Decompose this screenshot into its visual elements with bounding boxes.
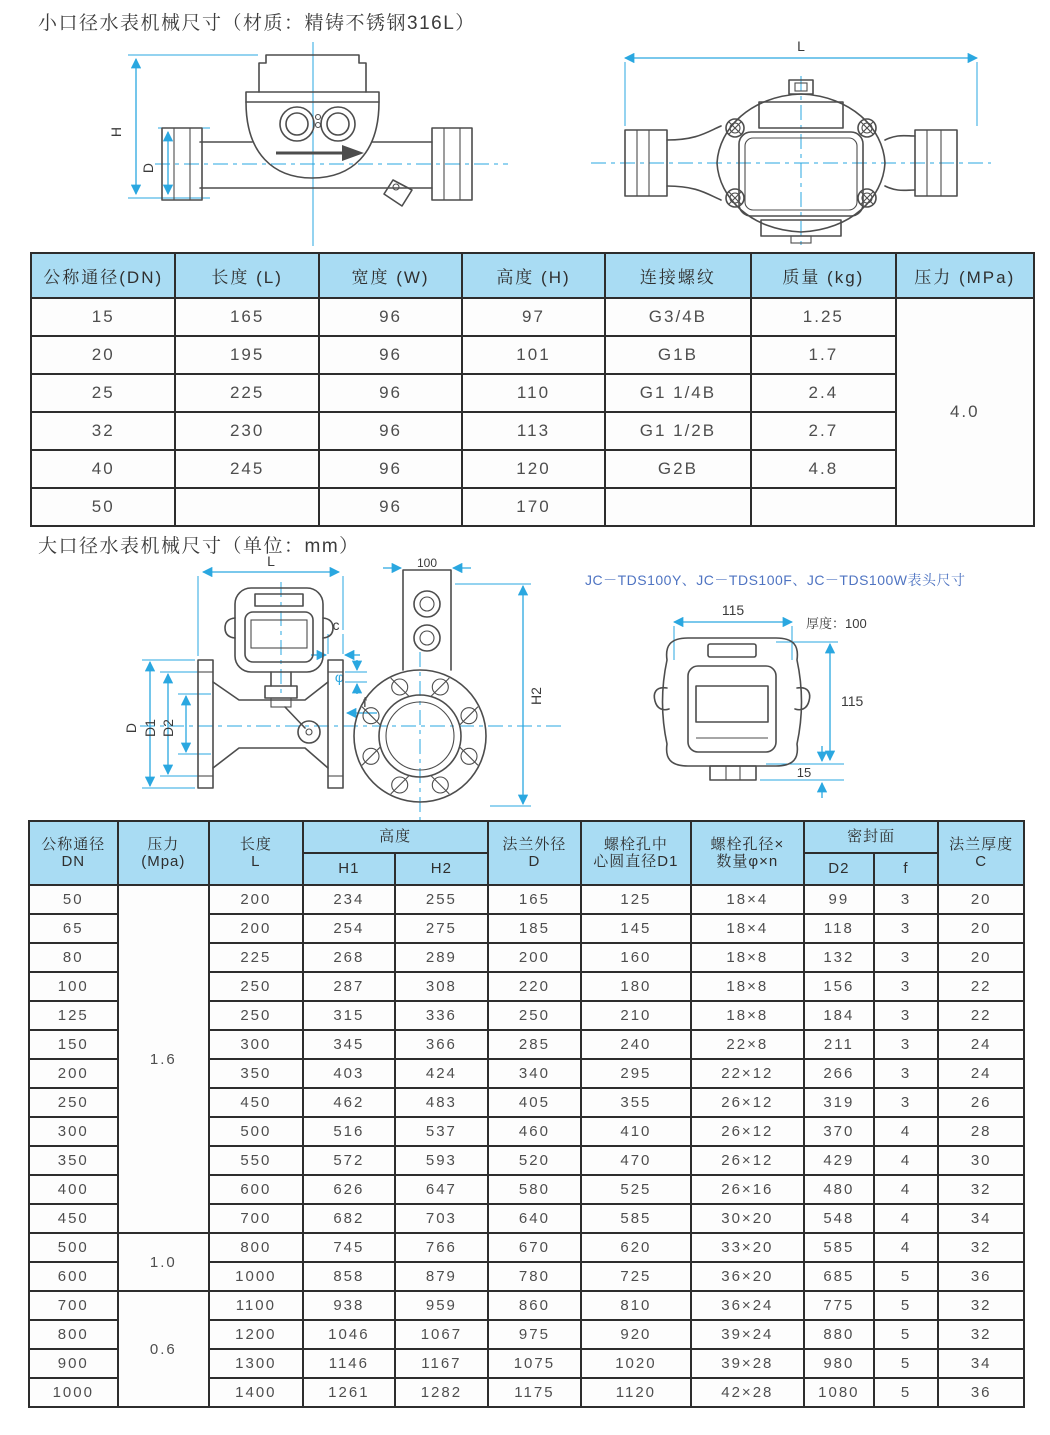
table-cell: 150 xyxy=(29,1030,118,1059)
table-cell: 20 xyxy=(938,885,1024,914)
table-cell: 670 xyxy=(488,1233,582,1262)
table-cell: 626 xyxy=(303,1175,396,1204)
table-cell: 211 xyxy=(804,1030,874,1059)
table-row xyxy=(31,450,1034,488)
table-cell: 50 xyxy=(31,488,175,526)
table-cell: 15 xyxy=(31,298,175,336)
table-cell: 4.8 xyxy=(751,450,895,488)
large-meter-dimensions-table xyxy=(28,820,1025,1408)
table-cell: 1200 xyxy=(209,1320,303,1349)
table-cell: 250 xyxy=(209,1001,303,1030)
table-cell: 225 xyxy=(209,943,303,972)
dim-label-head-height: 115 xyxy=(841,693,864,709)
col-header-dn: 公称通径 DN xyxy=(29,821,118,885)
dim-label-head-width: 115 xyxy=(721,602,745,618)
table-cell: 450 xyxy=(209,1088,303,1117)
table-cell: 165 xyxy=(175,298,318,336)
large-meter-side-drawing xyxy=(115,556,573,824)
table-cell: 308 xyxy=(395,972,488,1001)
table-cell: 32 xyxy=(938,1233,1024,1262)
table-cell: 585 xyxy=(804,1233,874,1262)
table-row xyxy=(31,298,1034,336)
table-row xyxy=(31,336,1034,374)
col-header-length: 长度 L xyxy=(209,821,303,885)
small-table-body xyxy=(31,298,1034,526)
table-cell: 96 xyxy=(319,336,462,374)
table-cell: 50 xyxy=(29,885,118,914)
dim-label-head-thickness: 厚度：100 xyxy=(806,616,867,631)
table-cell: 682 xyxy=(303,1204,396,1233)
table-cell: 938 xyxy=(303,1291,396,1320)
table-cell: 319 xyxy=(804,1088,874,1117)
dim-label-d: D xyxy=(123,722,139,734)
table-cell: 96 xyxy=(319,412,462,450)
table-cell: 39×24 xyxy=(691,1320,804,1349)
table-cell: 200 xyxy=(29,1059,118,1088)
dim-label-l: L xyxy=(797,38,805,54)
table-cell: 65 xyxy=(29,914,118,943)
table-cell: 585 xyxy=(581,1204,690,1233)
small-meter-side-drawing xyxy=(100,40,555,248)
table-cell: 34 xyxy=(938,1204,1024,1233)
col-header-length: 长度 (L) xyxy=(175,253,318,298)
table-cell: 1100 xyxy=(209,1291,303,1320)
table-cell: 100 xyxy=(29,972,118,1001)
table-cell: G1 1/4B xyxy=(605,374,751,412)
table-cell: 28 xyxy=(938,1117,1024,1146)
col-header-thickness: 法兰厚度 C xyxy=(938,821,1024,885)
table-cell: 120 xyxy=(462,450,604,488)
table-cell: 300 xyxy=(29,1117,118,1146)
table-cell: 250 xyxy=(29,1088,118,1117)
table-cell: 858 xyxy=(303,1262,396,1291)
table-cell: 370 xyxy=(804,1117,874,1146)
dim-label-h: H xyxy=(108,126,124,138)
table-cell: 160 xyxy=(581,943,690,972)
table-cell: 725 xyxy=(581,1262,690,1291)
table-cell: 275 xyxy=(395,914,488,943)
table-cell: 450 xyxy=(29,1204,118,1233)
table-cell: 170 xyxy=(462,488,604,526)
table-cell: 350 xyxy=(29,1146,118,1175)
col-header-bolt-spec: 螺栓孔径× 数量φ×n xyxy=(691,821,804,885)
table-cell: 5 xyxy=(874,1262,939,1291)
table-cell: 3 xyxy=(874,1059,939,1088)
table-cell: 5 xyxy=(874,1378,939,1407)
table-cell: 1.25 xyxy=(751,298,895,336)
table-cell: 400 xyxy=(29,1175,118,1204)
table-cell: 25 xyxy=(31,374,175,412)
table-cell: 3 xyxy=(874,972,939,1001)
table-cell: 36×24 xyxy=(691,1291,804,1320)
table-cell: 462 xyxy=(303,1088,396,1117)
col-group-seal: 密封面 xyxy=(804,821,938,853)
dim-label-h2: H2 xyxy=(528,687,544,705)
table-cell xyxy=(605,488,751,526)
table-cell: 101 xyxy=(462,336,604,374)
table-cell: 745 xyxy=(303,1233,396,1262)
table-cell: 1020 xyxy=(581,1349,690,1378)
small-meter-dimensions-table xyxy=(30,252,1035,527)
table-cell: 220 xyxy=(488,972,582,1001)
table-cell: 125 xyxy=(581,885,690,914)
table-cell: 340 xyxy=(488,1059,582,1088)
table-cell: 24 xyxy=(938,1059,1024,1088)
table-cell: 26×12 xyxy=(691,1088,804,1117)
table-cell: 4 xyxy=(874,1233,939,1262)
table-cell: 250 xyxy=(488,1001,582,1030)
table-cell: 403 xyxy=(303,1059,396,1088)
table-cell: 572 xyxy=(303,1146,396,1175)
table-cell: 1175 xyxy=(488,1378,582,1407)
dim-label-d: D xyxy=(140,162,156,174)
table-cell: 500 xyxy=(29,1233,118,1262)
table-cell: 1000 xyxy=(209,1262,303,1291)
table-cell: 80 xyxy=(29,943,118,972)
table-cell: 97 xyxy=(462,298,604,336)
table-cell: 5 xyxy=(874,1291,939,1320)
table-cell: 4 xyxy=(874,1175,939,1204)
pressure-merged-cell: 1.0 xyxy=(118,1233,210,1291)
dim-label-l: L xyxy=(267,556,275,569)
table-cell: 36 xyxy=(938,1262,1024,1291)
table-cell: 289 xyxy=(395,943,488,972)
table-cell: 36×20 xyxy=(691,1262,804,1291)
table-cell: 200 xyxy=(209,885,303,914)
table-cell: 1300 xyxy=(209,1349,303,1378)
table-cell: 879 xyxy=(395,1262,488,1291)
table-cell: 2.4 xyxy=(751,374,895,412)
dim-label-100: 100 xyxy=(416,556,438,570)
table-cell: 3 xyxy=(874,1001,939,1030)
dim-label-head-bottom: 15 xyxy=(796,765,812,780)
table-cell: 410 xyxy=(581,1117,690,1146)
table-cell: 210 xyxy=(581,1001,690,1030)
table-cell: 516 xyxy=(303,1117,396,1146)
col-header-h1: H1 xyxy=(303,853,396,885)
table-cell: 26×12 xyxy=(691,1117,804,1146)
table-cell: 775 xyxy=(804,1291,874,1320)
table-cell: 860 xyxy=(488,1291,582,1320)
table-cell: 975 xyxy=(488,1320,582,1349)
table-cell: 255 xyxy=(395,885,488,914)
table-cell: 3 xyxy=(874,885,939,914)
table-cell: 405 xyxy=(488,1088,582,1117)
table-cell: 1080 xyxy=(804,1378,874,1407)
table-cell: G1B xyxy=(605,336,751,374)
table-cell: 26×12 xyxy=(691,1146,804,1175)
table-row xyxy=(29,1233,1024,1262)
table-cell: 200 xyxy=(488,943,582,972)
table-cell: 1167 xyxy=(395,1349,488,1378)
small-meter-title: 小口径水表机械尺寸（材质：精铸不锈钢316L） xyxy=(38,13,476,34)
table-row xyxy=(29,1291,1024,1320)
table-cell: 766 xyxy=(395,1233,488,1262)
table-cell: 580 xyxy=(488,1175,582,1204)
table-cell: 548 xyxy=(804,1204,874,1233)
table-cell: 113 xyxy=(462,412,604,450)
table-cell: 980 xyxy=(804,1349,874,1378)
table-cell: 900 xyxy=(29,1349,118,1378)
table-cell: 32 xyxy=(938,1291,1024,1320)
table-cell: 165 xyxy=(488,885,582,914)
table-cell: 18×4 xyxy=(691,885,804,914)
pressure-merged-cell: 1.6 xyxy=(118,885,210,1233)
col-header-flange-od: 法兰外径 D xyxy=(488,821,582,885)
table-cell: 230 xyxy=(175,412,318,450)
table-cell: 600 xyxy=(209,1175,303,1204)
table-cell: 366 xyxy=(395,1030,488,1059)
table-cell: 39×28 xyxy=(691,1349,804,1378)
table-cell: 3 xyxy=(874,1088,939,1117)
table-cell: 1120 xyxy=(581,1378,690,1407)
table-header-row xyxy=(31,253,1034,298)
table-cell: 1046 xyxy=(303,1320,396,1349)
table-cell: 18×8 xyxy=(691,1001,804,1030)
col-header-f: f xyxy=(874,853,939,885)
table-cell: 470 xyxy=(581,1146,690,1175)
table-cell: 3 xyxy=(874,943,939,972)
table-cell: 22 xyxy=(938,972,1024,1001)
table-cell: 33×20 xyxy=(691,1233,804,1262)
table-cell: G3/4B xyxy=(605,298,751,336)
table-cell: 245 xyxy=(175,450,318,488)
pressure-merged-cell: 0.6 xyxy=(118,1291,210,1407)
table-cell: 36 xyxy=(938,1378,1024,1407)
table-cell: 600 xyxy=(29,1262,118,1291)
table-cell: 96 xyxy=(319,450,462,488)
table-cell: 285 xyxy=(488,1030,582,1059)
table-cell: 26 xyxy=(938,1088,1024,1117)
table-cell: 520 xyxy=(488,1146,582,1175)
table-cell: 703 xyxy=(395,1204,488,1233)
table-cell: 20 xyxy=(31,336,175,374)
table-cell: 3 xyxy=(874,1030,939,1059)
table-cell: 22 xyxy=(938,1001,1024,1030)
table-cell: 1067 xyxy=(395,1320,488,1349)
table-cell: 315 xyxy=(303,1001,396,1030)
table-cell: 800 xyxy=(29,1320,118,1349)
table-cell: G1 1/2B xyxy=(605,412,751,450)
table-cell: 118 xyxy=(804,914,874,943)
table-cell: 1075 xyxy=(488,1349,582,1378)
table-cell: 18×8 xyxy=(691,943,804,972)
table-cell xyxy=(175,488,318,526)
col-header-dn: 公称通径(DN) xyxy=(31,253,175,298)
table-cell: 32 xyxy=(938,1175,1024,1204)
col-header-thread: 连接螺纹 xyxy=(605,253,751,298)
col-header-height: 高度 (H) xyxy=(462,253,604,298)
meter-head-drawing xyxy=(626,594,1040,822)
small-meter-top-drawing xyxy=(585,36,997,250)
table-cell: 550 xyxy=(209,1146,303,1175)
table-cell: 345 xyxy=(303,1030,396,1059)
table-cell: 1000 xyxy=(29,1378,118,1407)
table-cell: 647 xyxy=(395,1175,488,1204)
table-cell: 132 xyxy=(804,943,874,972)
col-header-width: 宽度 (W) xyxy=(319,253,462,298)
col-header-mass: 质量 (kg) xyxy=(751,253,895,298)
table-cell: 336 xyxy=(395,1001,488,1030)
table-cell: 20 xyxy=(938,943,1024,972)
table-cell: 200 xyxy=(209,914,303,943)
dim-label-c: c xyxy=(332,617,340,633)
table-cell: 424 xyxy=(395,1059,488,1088)
table-cell: G2B xyxy=(605,450,751,488)
table-cell: 34 xyxy=(938,1349,1024,1378)
table-cell: 99 xyxy=(804,885,874,914)
table-cell: 96 xyxy=(319,488,462,526)
col-header-pressure: 压力 (Mpa) xyxy=(118,821,210,885)
col-group-height: 高度 xyxy=(303,821,488,853)
table-cell: 525 xyxy=(581,1175,690,1204)
table-cell: 1146 xyxy=(303,1349,396,1378)
table-cell: 42×28 xyxy=(691,1378,804,1407)
table-cell: 480 xyxy=(804,1175,874,1204)
table-cell: 26×16 xyxy=(691,1175,804,1204)
table-row xyxy=(29,885,1024,914)
table-cell: 700 xyxy=(209,1204,303,1233)
table-cell: 268 xyxy=(303,943,396,972)
table-header-row xyxy=(29,821,1024,853)
dim-label-f: f xyxy=(363,694,367,710)
table-cell: 429 xyxy=(804,1146,874,1175)
table-cell: 460 xyxy=(488,1117,582,1146)
table-cell: 620 xyxy=(581,1233,690,1262)
table-cell: 156 xyxy=(804,972,874,1001)
dim-label-phi: φ xyxy=(334,669,344,685)
table-row xyxy=(31,488,1034,526)
table-cell: 800 xyxy=(209,1233,303,1262)
table-cell: 32 xyxy=(938,1320,1024,1349)
table-cell xyxy=(751,488,895,526)
table-cell: 640 xyxy=(488,1204,582,1233)
table-cell: 24 xyxy=(938,1030,1024,1059)
table-cell: 810 xyxy=(581,1291,690,1320)
table-cell: 4 xyxy=(874,1204,939,1233)
table-cell: 32 xyxy=(31,412,175,450)
table-cell: 22×8 xyxy=(691,1030,804,1059)
table-cell: 537 xyxy=(395,1117,488,1146)
table-cell: 780 xyxy=(488,1262,582,1291)
table-cell: 125 xyxy=(29,1001,118,1030)
table-cell: 920 xyxy=(581,1320,690,1349)
table-cell: 700 xyxy=(29,1291,118,1320)
table-cell: 300 xyxy=(209,1030,303,1059)
table-cell: 266 xyxy=(804,1059,874,1088)
dim-label-d2: D2 xyxy=(160,719,176,737)
table-cell: 30 xyxy=(938,1146,1024,1175)
table-cell: 4 xyxy=(874,1146,939,1175)
table-cell: 20 xyxy=(938,914,1024,943)
col-header-bolt-circle: 螺栓孔中 心圆直径D1 xyxy=(581,821,690,885)
table-cell: 250 xyxy=(209,972,303,1001)
table-cell: 5 xyxy=(874,1320,939,1349)
table-cell: 240 xyxy=(581,1030,690,1059)
table-row xyxy=(31,374,1034,412)
table-cell: 355 xyxy=(581,1088,690,1117)
col-header-pressure: 压力 (MPa) xyxy=(896,253,1034,298)
col-header-d2: D2 xyxy=(804,853,874,885)
table-cell: 96 xyxy=(319,298,462,336)
table-cell: 1400 xyxy=(209,1378,303,1407)
col-header-h2: H2 xyxy=(395,853,488,885)
table-cell: 2.7 xyxy=(751,412,895,450)
table-cell: 1282 xyxy=(395,1378,488,1407)
meter-head-note: JC－TDS100Y、JC－TDS100F、JC－TDS100W表头尺寸 xyxy=(585,572,966,588)
table-cell: 295 xyxy=(581,1059,690,1088)
table-cell: 40 xyxy=(31,450,175,488)
table-cell: 225 xyxy=(175,374,318,412)
table-cell: 959 xyxy=(395,1291,488,1320)
table-cell: 3 xyxy=(874,914,939,943)
table-cell: 1.7 xyxy=(751,336,895,374)
table-cell: 234 xyxy=(303,885,396,914)
table-cell: 110 xyxy=(462,374,604,412)
table-cell: 254 xyxy=(303,914,396,943)
table-cell: 483 xyxy=(395,1088,488,1117)
table-cell: 593 xyxy=(395,1146,488,1175)
table-cell: 500 xyxy=(209,1117,303,1146)
table-cell: 685 xyxy=(804,1262,874,1291)
table-cell: 350 xyxy=(209,1059,303,1088)
table-cell: 18×8 xyxy=(691,972,804,1001)
table-cell: 96 xyxy=(319,374,462,412)
table-cell: 1261 xyxy=(303,1378,396,1407)
table-row xyxy=(31,412,1034,450)
large-table-body xyxy=(29,885,1024,1407)
large-meter-title: 大口径水表机械尺寸（单位：mm） xyxy=(38,536,360,557)
table-cell: 5 xyxy=(874,1349,939,1378)
table-cell: 22×12 xyxy=(691,1059,804,1088)
table-cell: 185 xyxy=(488,914,582,943)
table-cell: 30×20 xyxy=(691,1204,804,1233)
table-cell: 180 xyxy=(581,972,690,1001)
table-cell: 195 xyxy=(175,336,318,374)
dim-label-d1: D1 xyxy=(142,719,158,737)
table-cell: 145 xyxy=(581,914,690,943)
table-cell: 184 xyxy=(804,1001,874,1030)
table-cell: 4 xyxy=(874,1117,939,1146)
table-cell: 18×4 xyxy=(691,914,804,943)
table-cell: 287 xyxy=(303,972,396,1001)
pressure-merged-cell: 4.0 xyxy=(896,298,1034,526)
table-cell: 880 xyxy=(804,1320,874,1349)
